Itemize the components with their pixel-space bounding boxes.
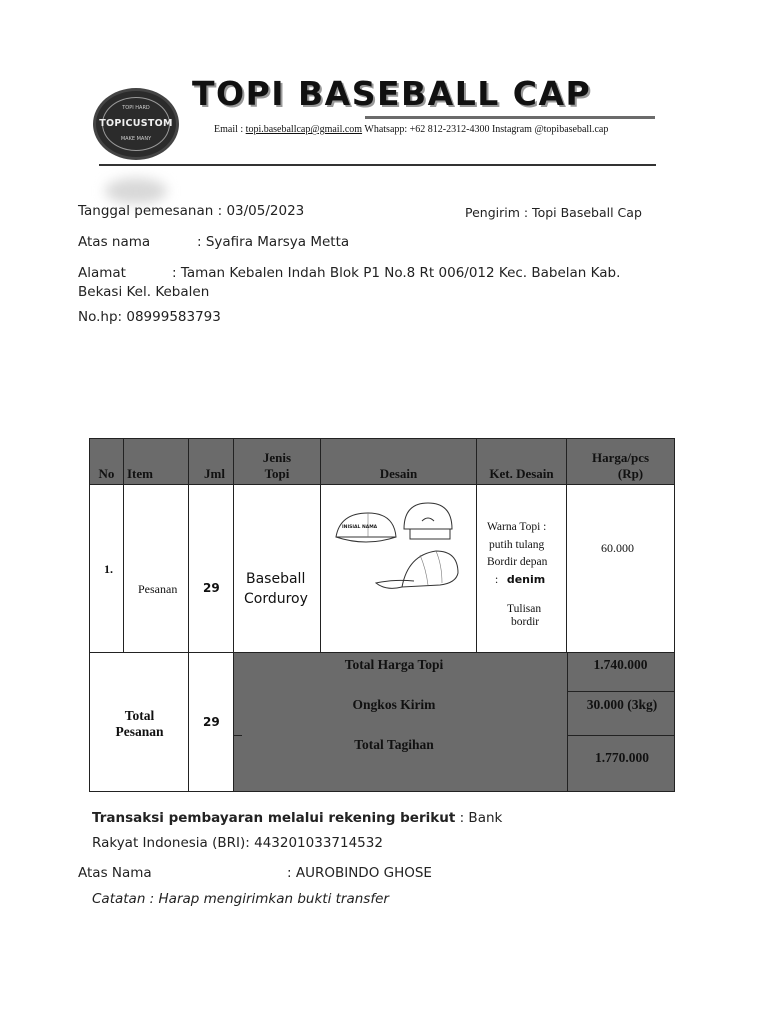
- ket-line-2: putih tulang: [489, 539, 545, 551]
- header-jenis-line2: Topi: [264, 466, 290, 481]
- phone-number: No.hp: 08999583793: [78, 309, 221, 325]
- order-date: Tanggal pemesanan : 03/05/2023: [78, 203, 305, 219]
- ket-line-4: [495, 573, 545, 586]
- header-item: Item: [124, 439, 189, 485]
- row-jenis-cell: [234, 485, 321, 653]
- header-no: No: [90, 439, 124, 485]
- row-no: 1.: [104, 562, 113, 576]
- order-table: [89, 438, 675, 792]
- ket-line-3: Bordir depan: [487, 556, 548, 568]
- customer-name-value: : Syafira Marsya Metta: [197, 234, 350, 250]
- account-holder-label: Atas Nama: [78, 865, 152, 881]
- ket-line-4-colon: :: [495, 574, 499, 586]
- account-holder-name: : AUROBINDO GHOSE: [287, 865, 432, 881]
- company-logo: [93, 88, 179, 160]
- bank-account-number: Rakyat Indonesia (BRI): 443201033714532: [92, 835, 383, 851]
- total-pesanan-line2: Pesanan: [115, 724, 164, 739]
- ket-line-5: Tulisan: [507, 603, 542, 615]
- blurred-mark: [105, 178, 167, 204]
- cap-design-sketch: [324, 499, 474, 609]
- transfer-note: Catatan : Harap mengirimkan bukti transfer: [92, 891, 389, 907]
- row-jml: 29: [203, 581, 220, 595]
- row-harga: 60.000: [601, 541, 634, 555]
- header-ket-desain: Ket. Desain: [477, 439, 567, 485]
- total-pesanan-cell: [90, 653, 189, 791]
- row-item: Pesanan: [138, 582, 178, 596]
- row-harga-cell: [567, 485, 674, 653]
- ongkos-kirim-value: 30.000 (3kg): [586, 697, 658, 712]
- ket-line-6: bordir: [511, 616, 540, 628]
- total-harga-value: 1.740.000: [593, 657, 648, 672]
- header-jenis-line1: Jenis: [262, 450, 292, 465]
- title-underline: [365, 116, 655, 119]
- logo-top-text: TOPI HARD: [122, 105, 150, 111]
- total-tagihan-value: 1.770.000: [595, 750, 649, 765]
- total-pesanan-line1: Total: [124, 708, 155, 723]
- contact-line: [214, 124, 608, 135]
- row-ket-cell: [477, 485, 567, 653]
- header-divider: [99, 164, 656, 166]
- header-harga: [567, 439, 674, 485]
- totals-left-tick: [234, 735, 242, 736]
- totals-row-line-1: [567, 691, 674, 692]
- email-link[interactable]: topi.baseballcap@gmail.com: [245, 124, 363, 135]
- address-label: Alamat: [78, 265, 126, 281]
- total-qty: 29: [203, 715, 220, 729]
- payment-instruction: [92, 810, 502, 826]
- header-desain: Desain: [321, 439, 477, 485]
- row-design-cell: [321, 485, 477, 653]
- payment-instruction-bold: Transaksi pembayaran melalui rekening berikut: [92, 810, 456, 826]
- ket-line-4-denim: denim: [506, 573, 546, 586]
- contact-details: Whatsapp: +62 812-2312-4300 Instagram @topibaseball.cap: [362, 124, 609, 135]
- address-line-1: : Taman Kebalen Indah Blok P1 No.8 Rt 006/012 Kec. Babelan Kab.: [172, 265, 621, 281]
- ongkos-kirim-label: Ongkos Kirim: [352, 697, 436, 712]
- payment-instruction-bank: : Bank: [455, 810, 503, 826]
- row-item-cell: [124, 485, 189, 653]
- logo-main-text: TOPICUSTOM: [99, 118, 173, 129]
- total-qty-cell: [189, 653, 234, 791]
- email-label: Email :: [214, 124, 246, 135]
- header-jenis-topi: [234, 439, 321, 485]
- totals-panel: [234, 653, 674, 791]
- ket-line-1: Warna Topi :: [487, 521, 547, 533]
- address-line-2: Bekasi Kel. Kebalen: [78, 284, 210, 300]
- totals-divider: [567, 653, 568, 791]
- header-jml: Jml: [189, 439, 234, 485]
- logo-bottom-text: MAKE MANY: [120, 136, 152, 142]
- header-harga-line1: Harga/pcs: [591, 450, 650, 465]
- total-tagihan-label: Total Tagihan: [354, 737, 434, 752]
- total-harga-label: Total Harga Topi: [344, 657, 444, 672]
- header-harga-line2: (Rp): [617, 466, 644, 481]
- sender: Pengirim : Topi Baseball Cap: [465, 205, 642, 220]
- row-no-cell: [90, 485, 124, 653]
- cap-inisial-text: INISIAL NAMA: [342, 525, 378, 530]
- totals-row-line-2: [567, 735, 674, 736]
- total-pesanan-label: [90, 708, 189, 740]
- row-jml-cell: [189, 485, 234, 653]
- customer-name-label: Atas nama: [78, 234, 151, 250]
- row-jenis-line2: Corduroy: [244, 591, 308, 607]
- brand-title: TOPI BASEBALL CAP: [192, 74, 592, 113]
- row-jenis-line1: Baseball: [246, 571, 306, 587]
